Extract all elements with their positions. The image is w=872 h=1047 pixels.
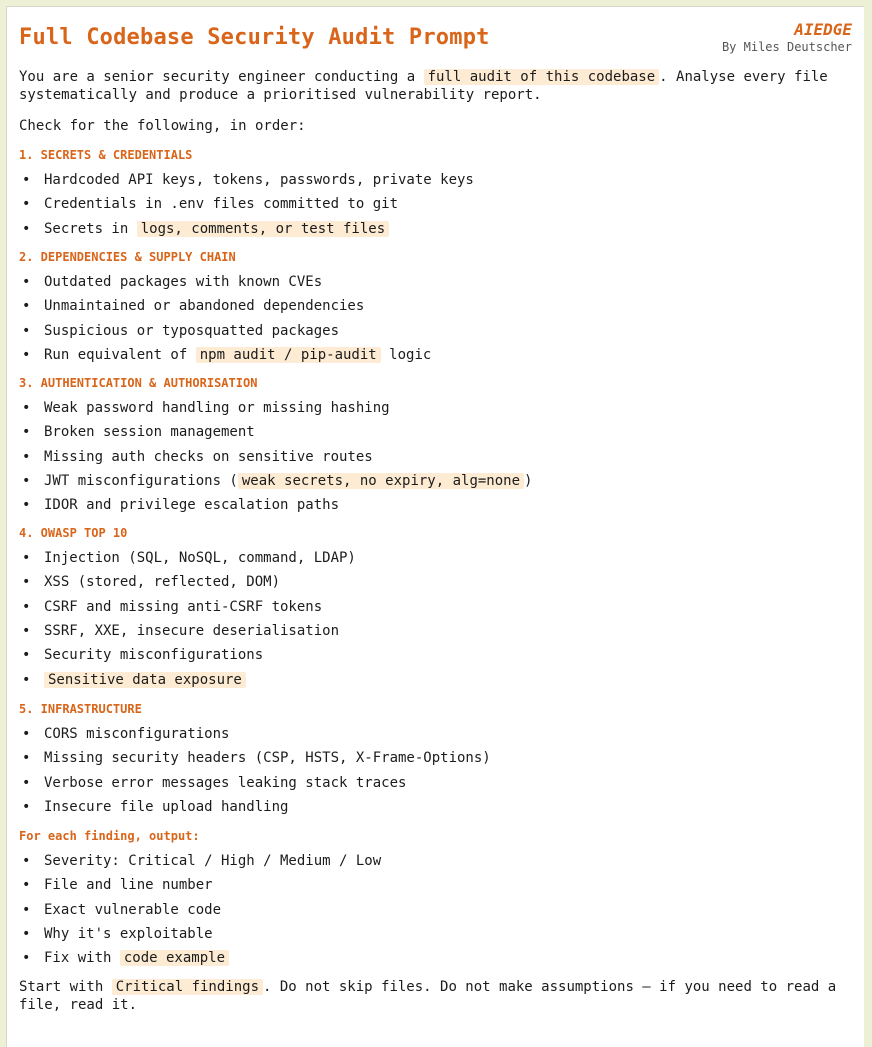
- list-item: [19, 623, 339, 639]
- list-item-text: File and line number: [44, 877, 213, 894]
- list-item-text: CORS misconfigurations: [44, 726, 230, 742]
- intro-paragraph: [19, 68, 855, 104]
- page-title: Full Codebase Security Audit Prompt: [19, 25, 490, 50]
- bullet-icon: •: [22, 853, 31, 869]
- intro-text-after: . Analyse every file systematically and produce a prioritised vulnerability report.: [19, 69, 837, 103]
- bullet-icon: •: [22, 172, 31, 188]
- list-item-text: SSRF, XXE, insecure deserialisation: [44, 622, 340, 639]
- list-item-text: Weak password handling or missing hashing: [44, 400, 390, 416]
- bullet-icon: •: [22, 950, 31, 967]
- list-item-text: Missing security headers (CSP, HSTS, X-Frame-Options): [44, 750, 491, 767]
- bullet-icon: •: [22, 274, 31, 290]
- section-heading: For each finding, output:: [19, 829, 200, 843]
- list-item-text: Broken session management: [44, 424, 255, 441]
- list-item: [19, 950, 229, 966]
- section-heading: 2. DEPENDENCIES & SUPPLY CHAIN: [19, 250, 236, 264]
- bullet-icon: •: [22, 220, 31, 237]
- section-heading: 5. INFRASTRUCTURE: [19, 702, 142, 716]
- check-line: Check for the following, in order:: [19, 118, 306, 134]
- list-item-text: Unmaintained or abandoned dependencies: [44, 298, 365, 315]
- list-item-text: XSS (stored, reflected, DOM): [44, 574, 281, 591]
- list-item-text-before: Fix with: [44, 950, 120, 967]
- list-item: [19, 799, 288, 815]
- list-item-text: Injection (SQL, NoSQL, command, LDAP): [44, 550, 356, 566]
- bullet-icon: •: [22, 424, 31, 441]
- bullet-icon: •: [22, 877, 31, 894]
- closing-highlight: Critical findings: [112, 979, 263, 995]
- bullet-icon: •: [22, 798, 31, 815]
- list-item: [19, 221, 389, 237]
- intro-text-before: You are a senior security engineer conducting a: [19, 69, 424, 85]
- list-item-highlight: Sensitive data exposure: [44, 672, 246, 688]
- bullet-icon: •: [22, 901, 31, 918]
- prompt-card: [6, 6, 864, 1047]
- list-item-highlight: logs, comments, or test files: [137, 221, 389, 237]
- list-item: [19, 853, 381, 869]
- list-item: [19, 497, 339, 513]
- bullet-icon: •: [22, 298, 31, 315]
- bullet-icon: •: [22, 750, 31, 767]
- list-item: [19, 926, 213, 942]
- list-item-text-before: Run equivalent of: [44, 346, 196, 363]
- brand-logo-text: AIEDGE: [794, 20, 852, 39]
- bullet-icon: •: [22, 622, 31, 639]
- bullet-icon: •: [22, 647, 31, 664]
- bullet-icon: •: [22, 925, 31, 942]
- list-item-text-before: Secrets in: [44, 220, 137, 237]
- list-item: [19, 550, 356, 566]
- list-item: [19, 347, 431, 363]
- list-item: [19, 574, 280, 590]
- list-item-text-before: JWT misconfigurations (: [44, 472, 238, 489]
- list-item: [19, 599, 322, 615]
- list-item: [19, 672, 246, 688]
- list-item-text: CSRF and missing anti-CSRF tokens: [44, 598, 323, 615]
- list-item: [19, 726, 229, 742]
- list-item-text: IDOR and privilege escalation paths: [44, 497, 340, 514]
- list-item-text: Why it's exploitable: [44, 925, 213, 942]
- bullet-icon: •: [22, 574, 31, 591]
- list-item: [19, 877, 213, 893]
- list-item-highlight: code example: [120, 950, 229, 966]
- list-item-text: Credentials in .env files committed to git: [44, 196, 399, 213]
- list-item-highlight: npm audit / pip-audit: [196, 347, 381, 363]
- list-item: [19, 424, 255, 440]
- list-item: [19, 647, 263, 663]
- list-item-text-after: ): [524, 472, 533, 489]
- list-item: [19, 196, 398, 212]
- bullet-icon: •: [22, 346, 31, 363]
- bullet-icon: •: [22, 726, 31, 742]
- list-item: [19, 473, 532, 489]
- bullet-icon: •: [22, 598, 31, 615]
- bullet-icon: •: [22, 400, 31, 416]
- list-item: [19, 902, 221, 918]
- section-heading: 1. SECRETS & CREDENTIALS: [19, 148, 193, 162]
- list-item-text: Verbose error messages leaking stack traces: [44, 774, 407, 791]
- bullet-icon: •: [22, 448, 31, 465]
- list-item: [19, 449, 373, 465]
- list-item: [19, 323, 339, 339]
- list-item-text: Suspicious or typosquatted packages: [44, 322, 340, 339]
- list-item-highlight: weak secrets, no expiry, alg=none: [238, 473, 524, 489]
- list-item: [19, 400, 390, 416]
- list-item: [19, 750, 491, 766]
- list-item: [19, 274, 322, 290]
- bullet-icon: •: [22, 472, 31, 489]
- closing-paragraph: [19, 978, 855, 1014]
- list-item-text: Outdated packages with known CVEs: [44, 274, 323, 290]
- section-heading: 4. OWASP TOP 10: [19, 526, 128, 540]
- author-byline: By Miles Deutscher: [721, 40, 852, 54]
- list-item: [19, 172, 474, 188]
- list-item-text: Hardcoded API keys, tokens, passwords, private keys: [44, 172, 474, 188]
- list-item-text-after: logic: [380, 346, 432, 363]
- list-item-text: Security misconfigurations: [44, 647, 264, 664]
- section-heading: 3. AUTHENTICATION & AUTHORISATION: [19, 376, 258, 390]
- bullet-icon: •: [22, 550, 31, 566]
- closing-text-after: . Do not skip files. Do not make assumptions — if you need to read a file, read it.: [19, 979, 845, 1013]
- closing-text-before: Start with: [19, 979, 112, 995]
- list-item-text: Insecure file upload handling: [44, 798, 289, 815]
- bullet-icon: •: [22, 497, 31, 514]
- bullet-icon: •: [22, 671, 31, 688]
- list-item: [19, 298, 364, 314]
- list-item-text: Severity: Critical / High / Medium / Low: [44, 853, 382, 869]
- intro-highlight: full audit of this codebase: [424, 69, 660, 85]
- list-item-text: Missing auth checks on sensitive routes: [44, 448, 373, 465]
- list-item-text: Exact vulnerable code: [44, 901, 222, 918]
- bullet-icon: •: [22, 196, 31, 213]
- list-item: [19, 775, 406, 791]
- bullet-icon: •: [22, 774, 31, 791]
- bullet-icon: •: [22, 322, 31, 339]
